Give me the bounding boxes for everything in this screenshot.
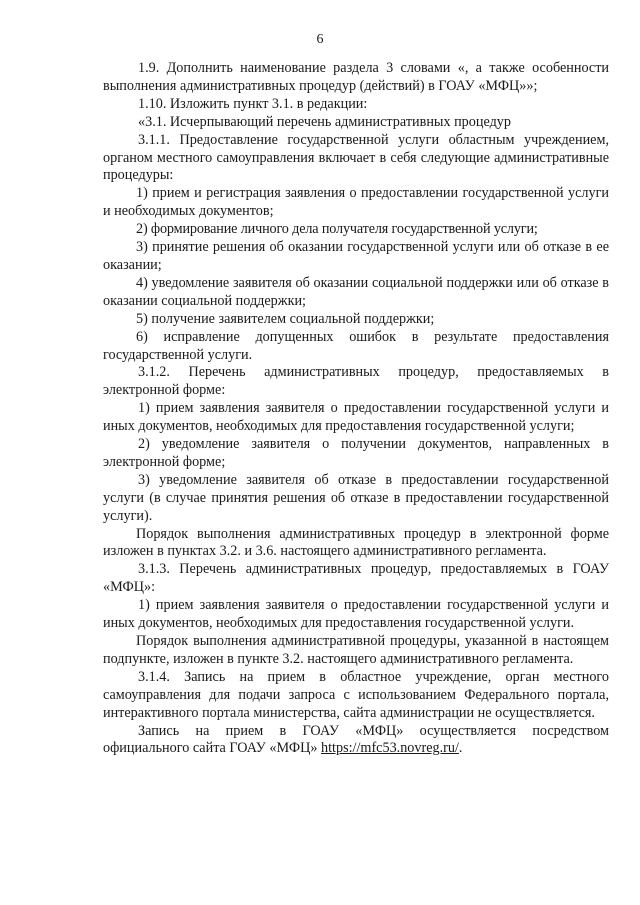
page-number: 6 — [316, 32, 324, 47]
mfc-website-link[interactable]: https://mfc53.novreg.ru/ — [321, 740, 459, 757]
list-item-3-1-1-3: 3) принятие решения об оказании государственной услуги или об отказе в ее оказании; — [103, 239, 609, 273]
document-body — [103, 60, 609, 758]
list-item-3-1-1-6: 6) исправление допущенных ошибок в результате предоставления государственной услуги. — [103, 328, 609, 363]
paragraph-procedure-electronic: Порядок выполнения административных процедур в электронной форме изложен в пунктах 3.2. и 3.6. настоящего административного регламента. — [103, 525, 609, 560]
paragraph-3-1-2: 3.1.2. Перечень административных процедур, предоставляемых в электронной форме: — [103, 364, 609, 399]
paragraph-1-9: 1.9. Дополнить наименование раздела 3 словами «, а также особенности выполнения административных процедур (действий) в ГОАУ «МФЦ»»; — [103, 60, 609, 94]
paragraph-mfc-appointment — [103, 723, 609, 759]
section-3-1-heading: «3.1. Исчерпывающий перечень административных процедур — [138, 113, 511, 130]
paragraph-3-1-4: 3.1.4. Запись на прием в областное учреждение, орган местного самоуправления для подачи запроса с использованием Федерального портала, интерактивного портала министерства, сайта администрации не осуществляется. — [103, 668, 609, 721]
paragraph-1-10: 1.10. Изложить пункт 3.1. в редакции: — [138, 95, 368, 112]
list-item-3-1-1-4: 4) уведомление заявителя об оказании социальной поддержки или об отказе в оказании социальной поддержки; — [103, 274, 609, 309]
list-item-3-1-2-2: 2) уведомление заявителя о получении документов, направленных в электронной форме; — [103, 436, 609, 470]
list-item-3-1-1-5: 5) получение заявителем социальной поддержки; — [136, 310, 435, 327]
paragraph-3-1-1: 3.1.1. Предоставление государственной услуги областным учреждением, органом местного самоуправления включает в себя следующие административные процедуры: — [103, 131, 609, 184]
list-item-3-1-1-2: 2) формирование личного дела получателя государственной услуги; — [136, 221, 538, 238]
mfc-appointment-end: . — [458, 740, 463, 757]
mfc-appointment-text: Запись на прием в ГОАУ «МФЦ» осуществляется посредством официального сайта ГОАУ «МФЦ» — [103, 722, 609, 757]
list-item-3-1-2-1: 1) прием заявления заявителя о предоставлении государственной услуги и иных документов, необходимых для предоставления государственной услуги; — [103, 400, 609, 435]
paragraph-procedure-mfc: Порядок выполнения административной процедуры, указанной в настоящем подпункте, изложен в пункте 3.2. настоящего административного регламента. — [103, 633, 609, 667]
list-item-3-1-2-3: 3) уведомление заявителя об отказе в предоставлении государственной услуги (в случае принятия решения об отказе в предоставлении государственной услуги). — [103, 471, 609, 524]
paragraph-3-1-3: 3.1.3. Перечень административных процедур, предоставляемых в ГОАУ «МФЦ»: — [103, 561, 609, 596]
list-item-3-1-1-1: 1) прием и регистрация заявления о предоставлении государственной услуги и необходимых документов; — [103, 185, 609, 220]
list-item-3-1-3-1: 1) прием заявления заявителя о предоставлении государственной услуги и иных документов, необходимых для предоставления государственной услуги. — [103, 597, 609, 632]
